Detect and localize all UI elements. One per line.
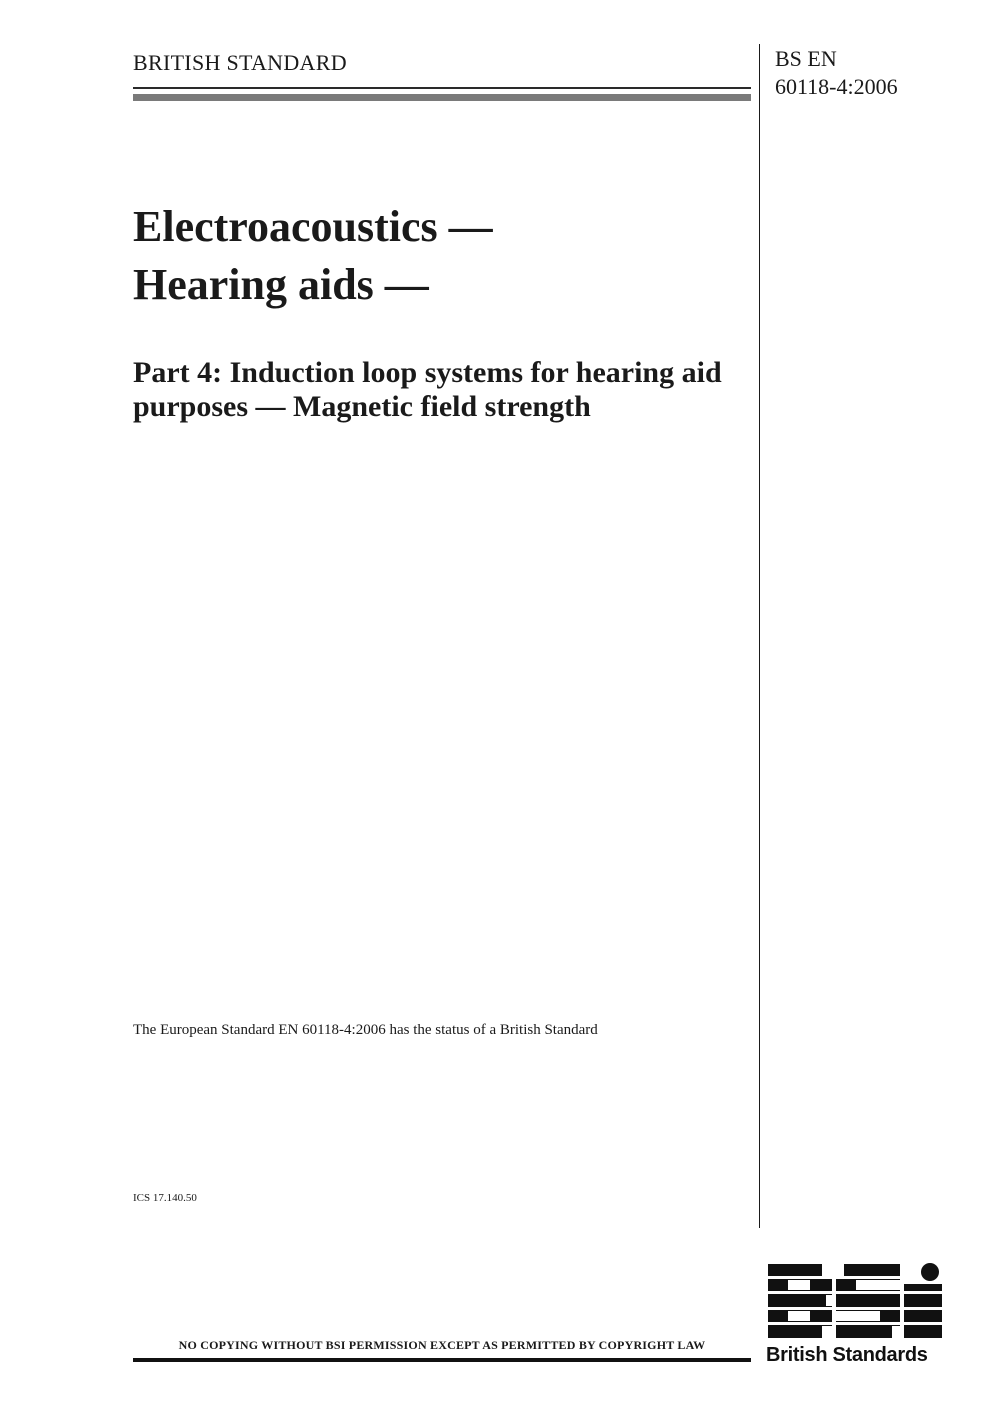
standard-number-line-2: 60118-4:2006 [775, 74, 898, 99]
standard-number [775, 45, 898, 101]
document-title [133, 198, 733, 314]
vertical-divider [759, 44, 760, 1228]
status-statement: The European Standard EN 60118-4:2006 has the status of a British Standard [133, 1022, 598, 1038]
footer-divider [133, 1358, 751, 1362]
logo-caption: British Standards [766, 1344, 928, 1366]
document-subtitle: Part 4: Induction loop systems for hearing aid purposes — Magnetic field strength [133, 356, 722, 423]
title-line-2: Hearing aids — [133, 260, 429, 309]
header-divider-thick [133, 94, 751, 101]
ics-code: ICS 17.140.50 [133, 1192, 197, 1204]
header-divider-thin [133, 87, 751, 89]
standard-number-line-1: BS EN [775, 46, 837, 71]
header-label: BRITISH STANDARD [133, 50, 347, 75]
title-line-1: Electroacoustics — [133, 202, 493, 251]
copyright-notice: NO COPYING WITHOUT BSI PERMISSION EXCEPT AS PERMITTED BY COPYRIGHT LAW [178, 1338, 706, 1352]
